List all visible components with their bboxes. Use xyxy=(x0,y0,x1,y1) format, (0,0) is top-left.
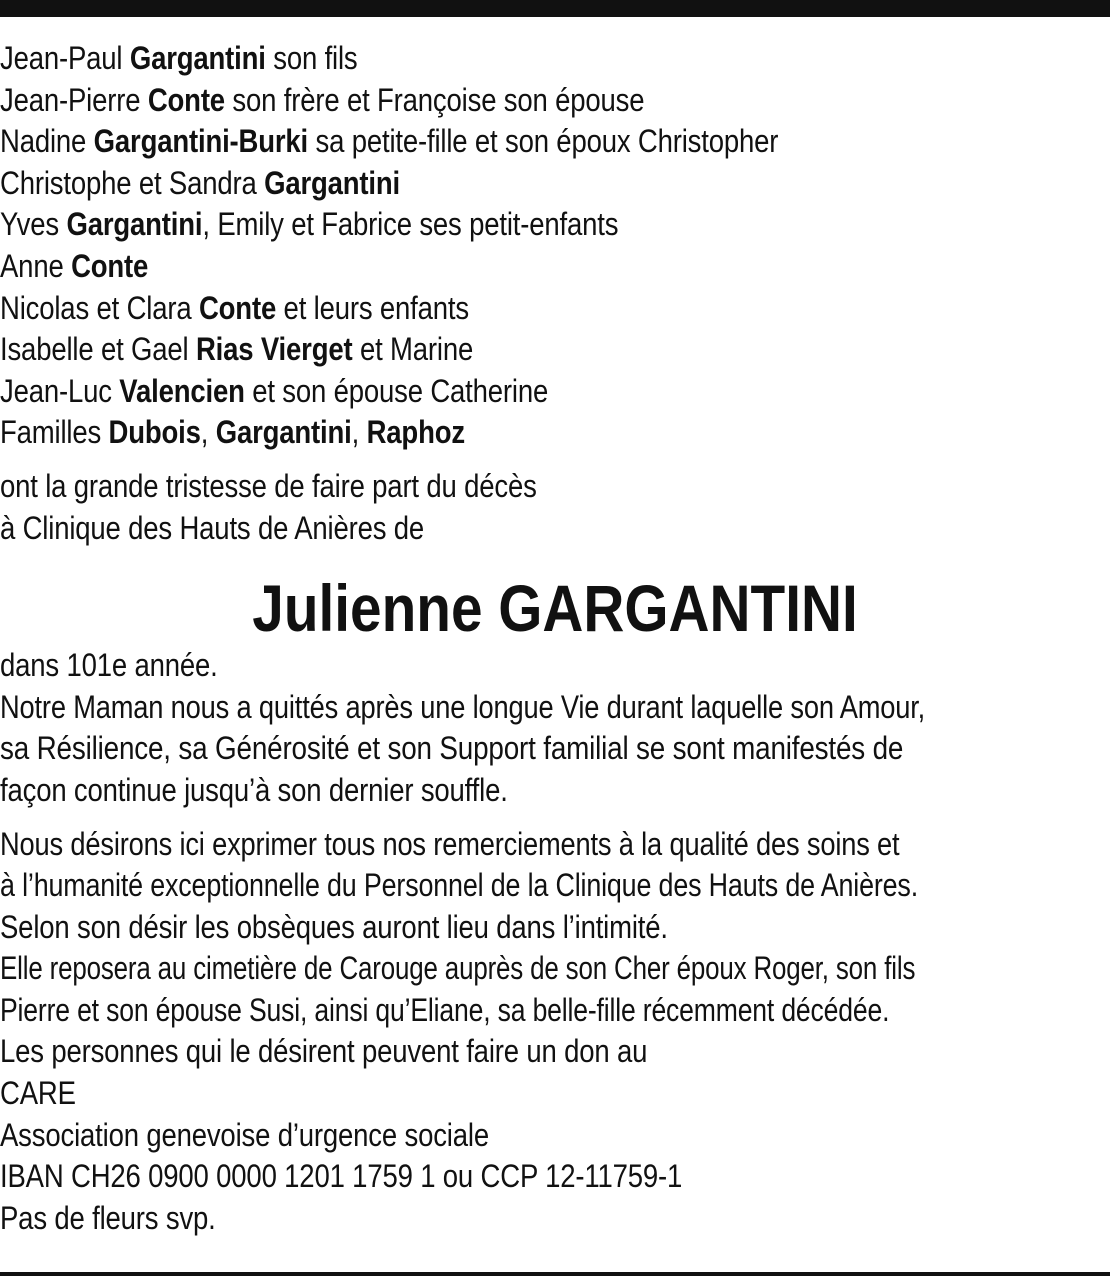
announcement-line: ont la grande tristesse de faire part du décès xyxy=(0,467,537,504)
family-line: Isabelle et Gael Rias Vierget et Marine xyxy=(0,331,474,368)
family-line: Anne Conte xyxy=(0,247,149,284)
family-line: Jean-Luc Valencien et son épouse Catherine xyxy=(0,372,549,409)
closing-paragraph xyxy=(0,824,1110,1240)
closing-line: à l’humanité exceptionnelle du Personnel de la Clinique des Hauts de Anières. xyxy=(0,867,919,904)
family-line: Jean-Paul Gargantini son fils xyxy=(0,40,358,76)
closing-line: Selon son désir les obsèques auront lieu dans l’intimité. xyxy=(0,908,668,945)
closing-line: Elle reposera au cimetière de Carouge auprès de son Cher époux Roger, son fils xyxy=(0,950,916,987)
families-line: Familles Dubois, Gargantini, Raphoz xyxy=(0,414,465,451)
family-line: Nadine Gargantini-Burki sa petite-fille et son époux Christopher xyxy=(0,123,779,160)
tribute-line: sa Résilience, sa Générosité et son Support familial se sont manifestés de xyxy=(0,730,904,767)
closing-line: Pierre et son épouse Susi, ainsi qu’Eliane, sa belle-fille récemment décédée. xyxy=(0,991,890,1028)
family-list xyxy=(0,38,1110,454)
family-line: Yves Gargantini, Emily et Fabrice ses petit-enfants xyxy=(0,206,619,243)
tribute-line: Notre Maman nous a quittés après une longue Vie durant laquelle son Amour, xyxy=(0,688,926,725)
bottom-rule xyxy=(0,1272,1110,1276)
deceased-name: Julienne GARGANTINI xyxy=(252,571,858,646)
announcement xyxy=(0,466,1110,549)
family-line: Jean-Pierre Conte son frère et Françoise son épouse xyxy=(0,81,645,118)
family-line: Nicolas et Clara Conte et leurs enfants xyxy=(0,289,469,326)
top-rule xyxy=(0,0,1110,17)
tribute-paragraph xyxy=(0,687,1110,812)
age-line: dans 101e année. xyxy=(0,647,218,684)
obituary-notice xyxy=(0,38,1110,1239)
closing-line: Nous désirons ici exprimer tous nos remerciements à la qualité des soins et xyxy=(0,825,900,862)
closing-line: Les personnes qui le désirent peuvent faire un don au xyxy=(0,1033,648,1070)
closing-line: Pas de fleurs svp. xyxy=(0,1199,216,1236)
family-line: Christophe et Sandra Gargantini xyxy=(0,164,401,201)
closing-line: CARE xyxy=(0,1075,76,1112)
closing-line: IBAN CH26 0900 0000 1201 1759 1 ou CCP 12-11759-1 xyxy=(0,1158,683,1195)
announcement-line: à Clinique des Hauts de Anières de xyxy=(0,509,425,546)
tribute-line: façon continue jusqu’à son dernier souffle. xyxy=(0,771,508,808)
closing-line: Association genevoise d’urgence sociale xyxy=(0,1116,489,1153)
